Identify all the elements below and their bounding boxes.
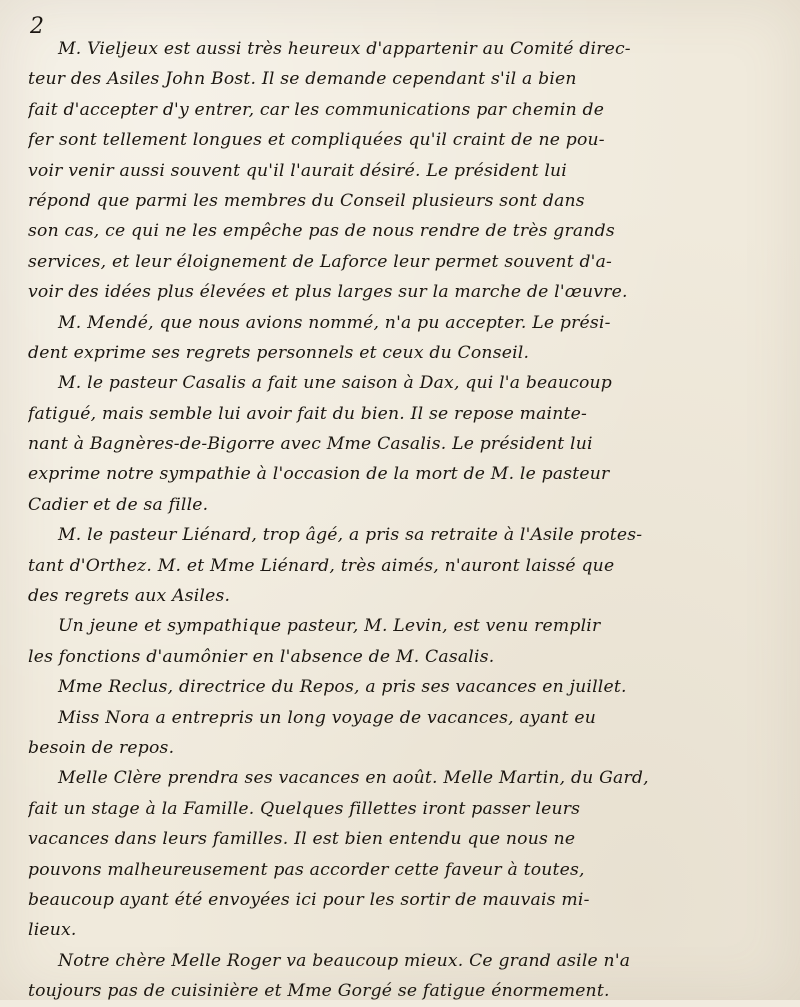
text-line: Miss Nora a entrepris un long voyage de vacances, ayant eu: [58, 707, 596, 728]
text-line: services, et leur éloignement de Laforce leur permet souvent d'a-: [28, 251, 613, 272]
text-line: vacances dans leurs familles. Il est bien entendu que nous ne: [28, 829, 576, 850]
text-line: M. le pasteur Liénard, trop âgé, a pris sa retraite à l'Asile protes-: [58, 525, 643, 546]
text-line: tant d'Orthez. M. et Mme Liénard, très aimés, n'auront laissé que: [28, 555, 615, 576]
text-line: fait d'accepter d'y entrer, car les communications par chemin de: [28, 99, 605, 120]
text-line: Mme Reclus, directrice du Repos, a pris ses vacances en juillet.: [58, 677, 627, 698]
text-line: les fonctions d'aumônier en l'absence de M. Casalis.: [28, 646, 495, 667]
text-line: nant à Bagnères-de-Bigorre avec Mme Casalis. Le président lui: [28, 434, 593, 455]
text-line: teur des Asiles John Bost. Il se demande cependant s'il a bien: [28, 69, 577, 90]
text-line: fatigué, mais semble lui avoir fait du bien. Il se repose mainte-: [28, 403, 588, 424]
text-line: Cadier et de sa fille.: [28, 494, 209, 515]
page-number: 2: [30, 14, 44, 39]
text-line: besoin de repos.: [28, 737, 175, 758]
text-line: répond que parmi les membres du Conseil plusieurs sont dans: [28, 190, 585, 211]
text-line: pouvons malheureusement pas accorder cette faveur à toutes,: [28, 859, 585, 880]
handwritten-text: [28, 34, 788, 1007]
text-line: M. le pasteur Casalis a fait une saison à Dax, qui l'a beaucoup: [58, 373, 612, 394]
text-line: Melle Clère prendra ses vacances en août. Melle Martin, du Gard,: [58, 768, 649, 789]
text-line: des regrets aux Asiles.: [28, 586, 231, 607]
text-line: voir venir aussi souvent qu'il l'aurait désiré. Le président lui: [28, 160, 567, 181]
text-line: son cas, ce qui ne les empêche pas de nous rendre de très grands: [28, 221, 615, 242]
text-line: lieux.: [28, 920, 77, 941]
text-line: M. Vieljeux est aussi très heureux d'appartenir au Comité direc-: [58, 39, 631, 59]
text-line: fait un stage à la Famille. Quelques fillettes iront passer leurs: [28, 798, 581, 819]
text-line: beaucoup ayant été envoyées ici pour les sortir de mauvais mi-: [28, 889, 590, 910]
text-line: exprime notre sympathie à l'occasion de la mort de M. le pasteur: [28, 464, 610, 485]
text-line: fer sont tellement longues et compliquées qu'il craint de ne pou-: [28, 130, 605, 151]
text-line: voir des idées plus élevées et plus larges sur la marche de l'œuvre.: [28, 282, 628, 303]
text-line: toujours pas de cuisinière et Mme Gorgé se fatigue énormement.: [28, 981, 610, 1002]
text-line: M. Mendé, que nous avions nommé, n'a pu accepter. Le prési-: [58, 312, 611, 333]
text-line: dent exprime ses regrets personnels et ceux du Conseil.: [28, 342, 530, 363]
text-line: Un jeune et sympathique pasteur, M. Levin, est venu remplir: [58, 616, 601, 637]
text-line: Notre chère Melle Roger va beaucoup mieux. Ce grand asile n'a: [58, 950, 631, 971]
